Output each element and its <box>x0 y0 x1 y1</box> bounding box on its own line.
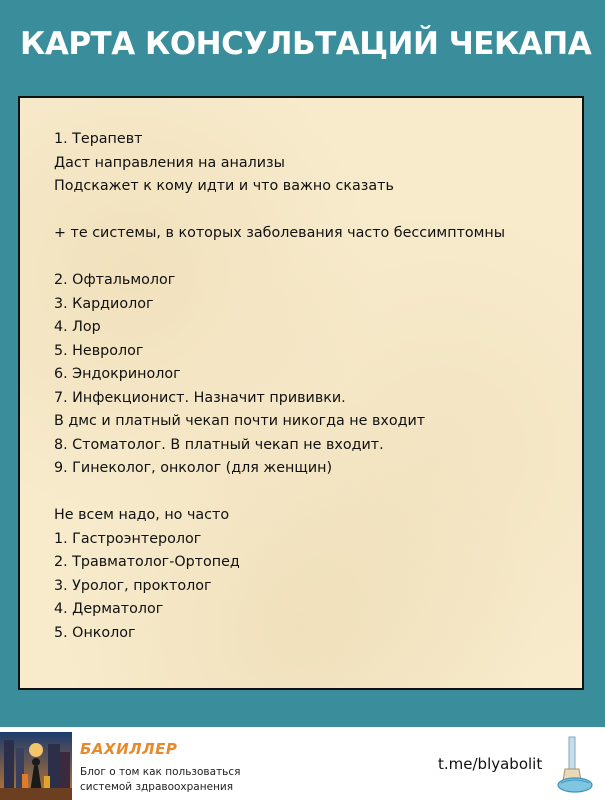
shoe-cover-icon <box>555 733 595 795</box>
thumbnail-art-icon <box>0 732 72 800</box>
line-text: 4. Лор <box>54 319 101 335</box>
text-line <box>54 504 505 528</box>
line-text: + те системы, в которых заболевания часто бессимптомны <box>54 225 506 241</box>
spacer <box>54 199 505 223</box>
line-text: 2. Травматолог-Ортопед <box>54 554 240 570</box>
line-text: 7. Инфекционист. Назначит прививки. <box>54 389 346 406</box>
line-text: В дмс и платный чекап почти никогда не входит <box>54 413 426 429</box>
text-line <box>54 128 505 152</box>
text-line <box>54 293 505 317</box>
text-line <box>54 551 505 575</box>
blog-thumbnail-image <box>0 732 72 800</box>
text-line <box>54 363 505 387</box>
spacer <box>54 246 505 270</box>
line-text: 5. Невролог <box>54 342 144 359</box>
text-line <box>54 598 505 622</box>
blog-tagline <box>80 765 280 795</box>
line-text: 6. Эндокринолог <box>54 366 181 382</box>
line-text: 1. Терапевт <box>54 131 143 147</box>
line-text: Не всем надо, но часто <box>54 507 230 523</box>
line-text: 9. Гинеколог, онколог (для женщин) <box>54 460 333 476</box>
line-text: Даст направления на анализы <box>54 154 285 171</box>
line-text: 5. Онколог <box>54 624 136 641</box>
text-line <box>54 269 505 293</box>
line-text: 8. Стоматолог. В платный чекап не входит. <box>54 436 384 453</box>
text-line <box>54 387 505 411</box>
text-line <box>54 410 505 434</box>
blog-brand-name: БАХИЛЛЕР <box>80 740 178 758</box>
line-text: Подскажет к кому идти и что важно сказать <box>54 178 394 194</box>
line-text: 2. Офтальмолог <box>54 272 176 288</box>
spacer <box>54 481 505 505</box>
line-text: 1. Гастроэнтеролог <box>54 530 202 547</box>
text-line <box>54 457 505 481</box>
page-title: КАРТА КОНСУЛЬТАЦИЙ ЧЕКАПА <box>20 26 592 62</box>
telegram-link[interactable]: t.me/blyabolit <box>438 755 543 773</box>
text-line <box>54 340 505 364</box>
line-text: 3. Кардиолог <box>54 295 154 312</box>
text-line <box>54 222 505 246</box>
tagline-line: системой здравоохранения <box>80 781 234 793</box>
consultation-card <box>18 96 584 690</box>
tagline-line: Блог о том как пользоваться <box>80 766 241 778</box>
text-line <box>54 152 505 176</box>
footer <box>0 727 605 800</box>
text-line <box>54 316 505 340</box>
text-line <box>54 622 505 646</box>
line-text: 4. Дерматолог <box>54 601 164 617</box>
text-line <box>54 575 505 599</box>
line-text: 3. Уролог, проктолог <box>54 577 212 594</box>
text-line <box>54 528 505 552</box>
card-content <box>54 128 505 645</box>
text-line <box>54 434 505 458</box>
text-line <box>54 175 505 199</box>
